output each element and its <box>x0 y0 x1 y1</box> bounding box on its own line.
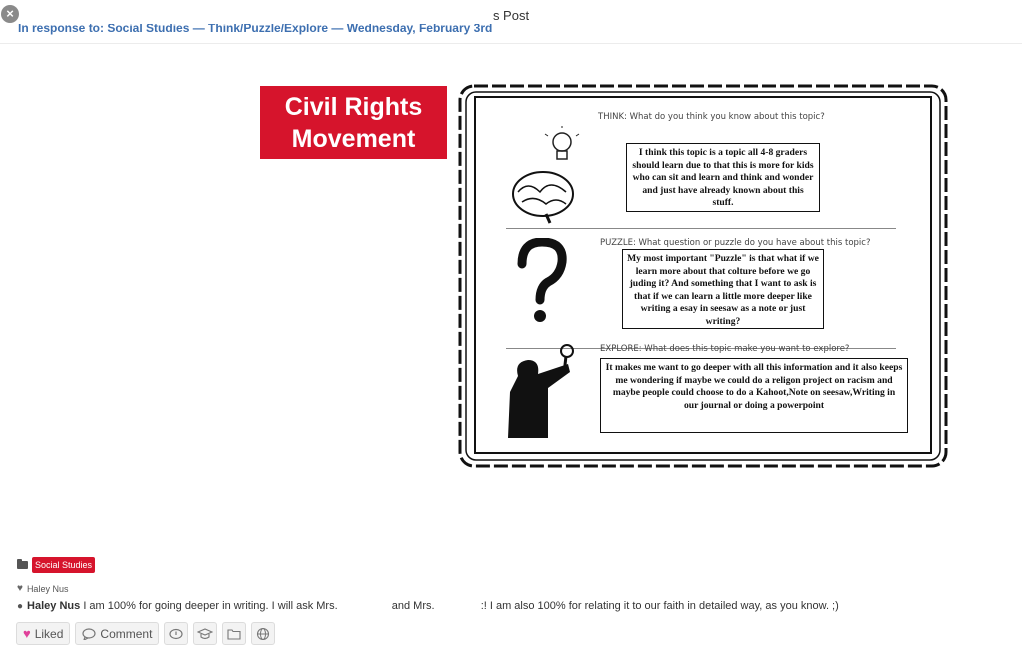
speech-bubble-icon: ● <box>17 600 24 612</box>
window-title: s Post <box>492 8 530 23</box>
comment-bubble-icon <box>82 628 96 640</box>
response-link[interactable]: In response to: Social Studies — Think/Puzzle/Explore — Wednesday, February 3rd <box>18 24 493 35</box>
comment-button[interactable] <box>75 622 159 645</box>
post-action-bar <box>16 622 275 645</box>
think-answer-box: I think this topic is a topic all 4-8 graders should learn due to that this is more for kids who can sit and learn and think and wonder and just have already known about this stuff. <box>626 143 820 212</box>
comment-author: Haley Nus <box>27 600 81 612</box>
poster-title-line1: Civil Rights <box>284 93 423 121</box>
graduation-cap-icon <box>197 628 213 640</box>
heart-icon: ♥ <box>23 626 31 641</box>
response-header <box>0 24 1022 44</box>
lightbulb-icon <box>544 126 580 170</box>
feedback-bubble-icon <box>169 628 183 640</box>
comment-text <box>27 600 839 612</box>
explorer-silhouette-icon <box>504 342 588 442</box>
folder-tag[interactable]: Social Studies <box>32 557 95 573</box>
poster-title-line2: Movement <box>291 125 416 153</box>
comment-label: Comment <box>100 626 153 641</box>
puzzle-answer-box: My most important "Puzzle" is that what if we learn more about that colture before we go juding it? And something that I want to ask is that if we can learn a little more deeper like writing a esay in seesaw as a note or just writing? <box>622 249 824 329</box>
globe-button[interactable] <box>251 622 275 645</box>
question-mark-icon <box>510 238 570 328</box>
globe-icon <box>256 627 270 641</box>
feedback-button[interactable] <box>164 622 188 645</box>
comment-part1: I am 100% for going deeper in writing. I will ask Mrs. <box>83 600 338 612</box>
think-puzzle-explore-worksheet <box>452 78 954 474</box>
folder-outline-icon <box>227 628 241 640</box>
comment-part2: and Mrs. <box>391 600 435 612</box>
brain-icon <box>510 168 576 224</box>
comment-row <box>17 600 839 612</box>
explore-label: EXPLORE: What does this topic make you want to explore? <box>600 344 850 354</box>
graduation-cap-button[interactable] <box>193 622 217 645</box>
close-icon[interactable]: × <box>1 5 19 23</box>
comment-part3: :! I am also 100% for relating it to our faith in detailed way, as you know. ;) <box>480 600 839 612</box>
section-divider <box>506 228 896 229</box>
liked-label: Liked <box>34 626 64 641</box>
likes-row <box>17 583 68 594</box>
think-label: THINK: What do you think you know about this topic? <box>598 112 825 122</box>
folder-tag-row <box>17 557 95 573</box>
heart-icon: ♥ <box>17 583 23 594</box>
explore-answer-box: It makes me want to go deeper with all this information and it also keeps me wondering if maybe we could do a religon project on racism and maybe people could choose to do a Kahoot,Note on seesaw,Writing in our journal or doing a powerpoint <box>600 358 908 433</box>
worksheet-inner <box>474 96 932 454</box>
folder-icon <box>17 561 28 569</box>
liked-button[interactable] <box>16 622 70 645</box>
poster-title <box>260 86 447 159</box>
folder-button[interactable] <box>222 622 246 645</box>
liked-by-name: Haley Nus <box>26 583 69 594</box>
puzzle-label: PUZZLE: What question or puzzle do you have about this topic? <box>600 238 871 248</box>
